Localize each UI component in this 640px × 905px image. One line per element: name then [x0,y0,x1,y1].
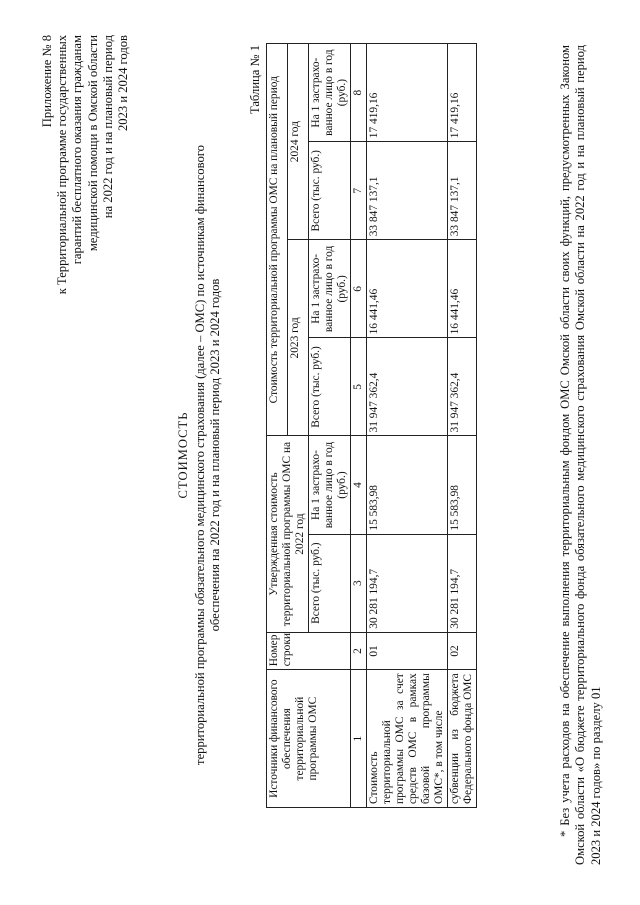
column-number-row [351,44,367,808]
cell-2023-total: 31 947 362,4 [367,338,448,436]
header-total: Всего (тыс. руб.) [309,338,351,436]
column-number: 8 [351,44,367,142]
row-name: Стоимость территориальной программы ОМС за счет средств ОМС в рамках базовой программы ОМС*, в том числе [367,670,448,808]
column-number: 1 [351,670,367,808]
table-row [367,44,448,808]
cell-2022-total: 30 281 194,7 [448,534,477,632]
column-number: 7 [351,142,367,240]
header-source: Источники финансового обеспечения территориальной программы ОМС [267,670,351,808]
column-number: 5 [351,338,367,436]
cell-2024-per-insured: 17 419,16 [448,44,477,142]
header-per-insured: На 1 застрахо-ванное лицо в год (руб.) [309,436,351,534]
title-line: обеспечения на 2022 год и на плановый период 2023 и 2024 годов [208,278,222,632]
appendix-line: Приложение № 8 [40,35,54,128]
footnote: * Без учета расходов на обеспечение выполнения территориальным фондом ОМС Омской области своих функций, предусмотренных Законом Омской области «О бюджете территориального фонда обязательного медицинского страхования Омской области на 2022 год и на плановый период 2023 и 2024 годов» по разделу 01 [558,45,603,865]
appendix-line: к Территориальной программе государственных [55,35,70,295]
header-total: Всего (тыс. руб.) [309,534,351,632]
row-name: субвенции из бюджета Федерального фонда ОМС [448,670,477,808]
column-number: 4 [351,436,367,534]
cell-2022-total: 30 281 194,7 [367,534,448,632]
header-per-insured: На 1 застрахо-ванное лицо в год (руб.) [309,240,351,338]
appendix-header [40,35,131,415]
column-number: 6 [351,240,367,338]
cell-2024-total: 33 847 137,1 [367,142,448,240]
cell-2024-total: 33 847 137,1 [448,142,477,240]
cell-2023-total: 31 947 362,4 [448,338,477,436]
row-number: 01 [367,632,448,670]
document-title [176,45,224,865]
column-number: 3 [351,534,367,632]
cell-2022-per-insured: 15 583,98 [367,436,448,534]
title-main: СТОИМОСТЬ [176,411,190,499]
table-header-row [267,44,288,808]
header-row-number: Номер строки [267,632,351,670]
table-number: Таблица № 1 [248,45,262,115]
cost-table [266,43,477,808]
appendix-line: 2023 и 2024 годов [116,35,131,131]
appendix-line: на 2022 год и на плановый период [100,35,115,219]
appendix-line: гарантий бесплатного оказания гражданам [70,35,85,265]
table-row [448,44,477,808]
header-per-insured: На 1 застрахо-ванное лицо в год (руб.) [309,44,351,142]
title-line: территориальной программы обязательного медицинского страхования (далее – ОМС) по источникам финансового [192,145,207,765]
row-number: 02 [448,632,477,670]
cell-2023-per-insured: 16 441,46 [448,240,477,338]
cell-2022-per-insured: 15 583,98 [448,436,477,534]
cell-2024-per-insured: 17 419,16 [367,44,448,142]
header-total: Всего (тыс. руб.) [309,142,351,240]
header-year-2024: 2024 год [288,44,309,240]
column-number: 2 [351,632,367,670]
header-year-2023: 2023 год [288,240,309,436]
header-approved: Утвержденная стоимость территориальной программы ОМС на 2022 год [267,436,309,632]
header-planned: Стоимость территориальной программы ОМС на плановый период [267,44,288,436]
cell-2023-per-insured: 16 441,46 [367,240,448,338]
appendix-line: медицинской помощи в Омской области [85,35,100,252]
